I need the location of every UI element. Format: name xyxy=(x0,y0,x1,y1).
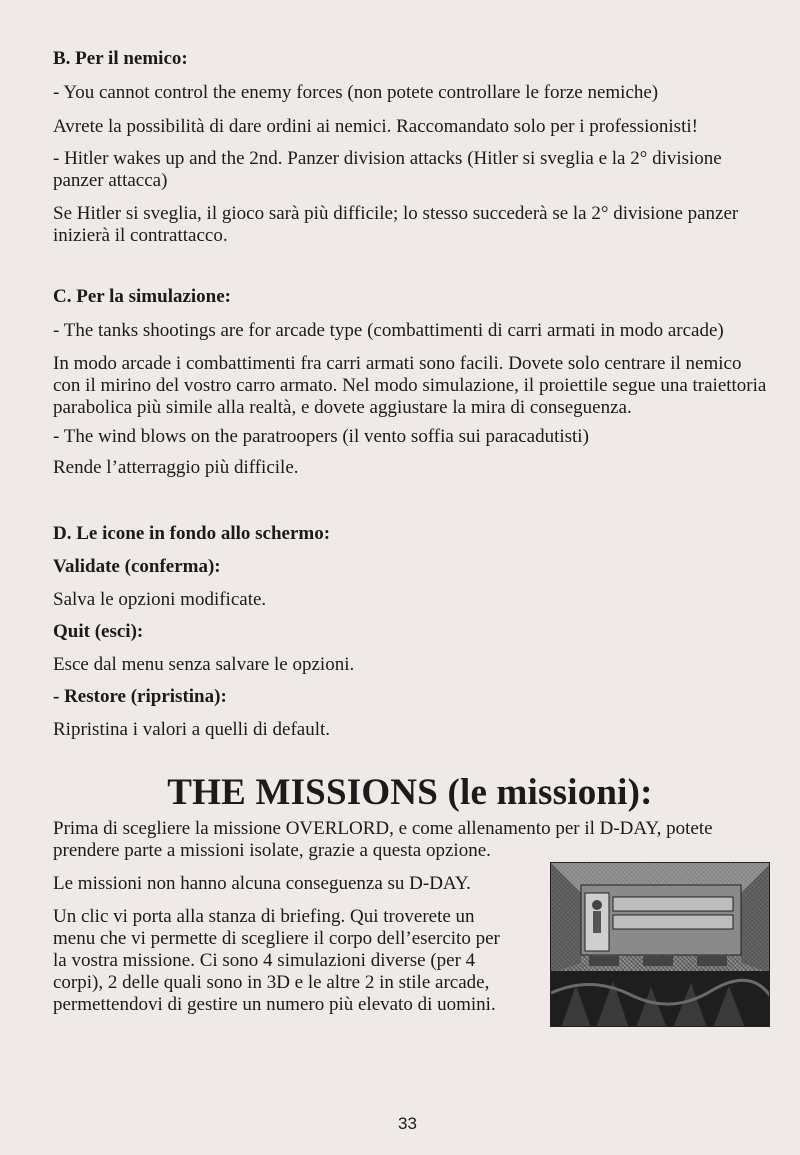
missions-note: Le missioni non hanno alcuna conseguenza su D-DAY. xyxy=(53,873,471,894)
missions-briefing: Un clic vi porta alla stanza di briefing. Qui troverete un menu che vi permette di scegliere il corpo dell’esercito per la vostra missione. Ci sono 4 simulazioni diverse (per 4 corpi), 2 delle quali sono in 3D e le altre 2 in stile arcade, permettendovi di gestire un numero più elevato di uomini. xyxy=(53,906,500,1015)
page-number: 33 xyxy=(398,1114,417,1133)
section-c-heading: C. Per la simulazione: xyxy=(53,286,232,307)
missions-intro: Prima di scegliere la missione OVERLORD, e come allenamento per il D-DAY, potete prendere parte a missioni isolate, grazie a questa opzione. xyxy=(53,818,713,861)
section-b-option-1-desc: Avrete la possibilità di dare ordini ai nemici. Raccomandato solo per i professionisti! xyxy=(53,116,698,137)
validate-label: Validate (conferma): xyxy=(53,556,221,577)
validate-desc: Salva le opzioni modificate. xyxy=(53,589,267,610)
section-b-option-2: - Hitler wakes up and the 2nd. Panzer division attacks (Hitler si sveglia e la 2° divisione panzer attacca) xyxy=(53,148,722,191)
section-c-option-1-desc: In modo arcade i combattimenti fra carri armati sono facili. Dovete solo centrare il nemico con il mirino del vostro carro armato. Nel modo simulazione, il proiettile segue una traiettoria parabolica più simile alla realtà, e dovete aggiustare la mira di conseguenza. xyxy=(53,353,767,418)
section-b-option-1: - You cannot control the enemy forces (non potete controllare le forze nemiche) xyxy=(53,82,659,103)
section-b-option-2-desc: Se Hitler si sveglia, il gioco sarà più difficile; lo stesso succederà se la 2° divisione panzer inizierà il contrattacco. xyxy=(53,203,739,246)
quit-desc: Esce dal menu senza salvare le opzioni. xyxy=(53,654,355,675)
missions-title: THE MISSIONS (le missioni): xyxy=(167,772,653,813)
section-c-option-2: - The wind blows on the paratroopers (il vento soffia sui paracadutisti) xyxy=(53,426,589,447)
restore-label: - Restore (ripristina): xyxy=(53,686,227,707)
section-d-heading: D. Le icone in fondo allo schermo: xyxy=(53,523,331,544)
briefing-room-illustration xyxy=(551,863,770,1027)
quit-label: Quit (esci): xyxy=(53,621,144,642)
section-c-option-2-desc: Rende l’atterraggio più difficile. xyxy=(53,457,299,478)
section-c-option-1: - The tanks shootings are for arcade type (combattimenti di carri armati in modo arcade) xyxy=(53,320,724,341)
briefing-room-screenshot xyxy=(550,862,770,1027)
section-b-heading: B. Per il nemico: xyxy=(53,48,188,69)
restore-desc: Ripristina i valori a quelli di default. xyxy=(53,719,331,740)
